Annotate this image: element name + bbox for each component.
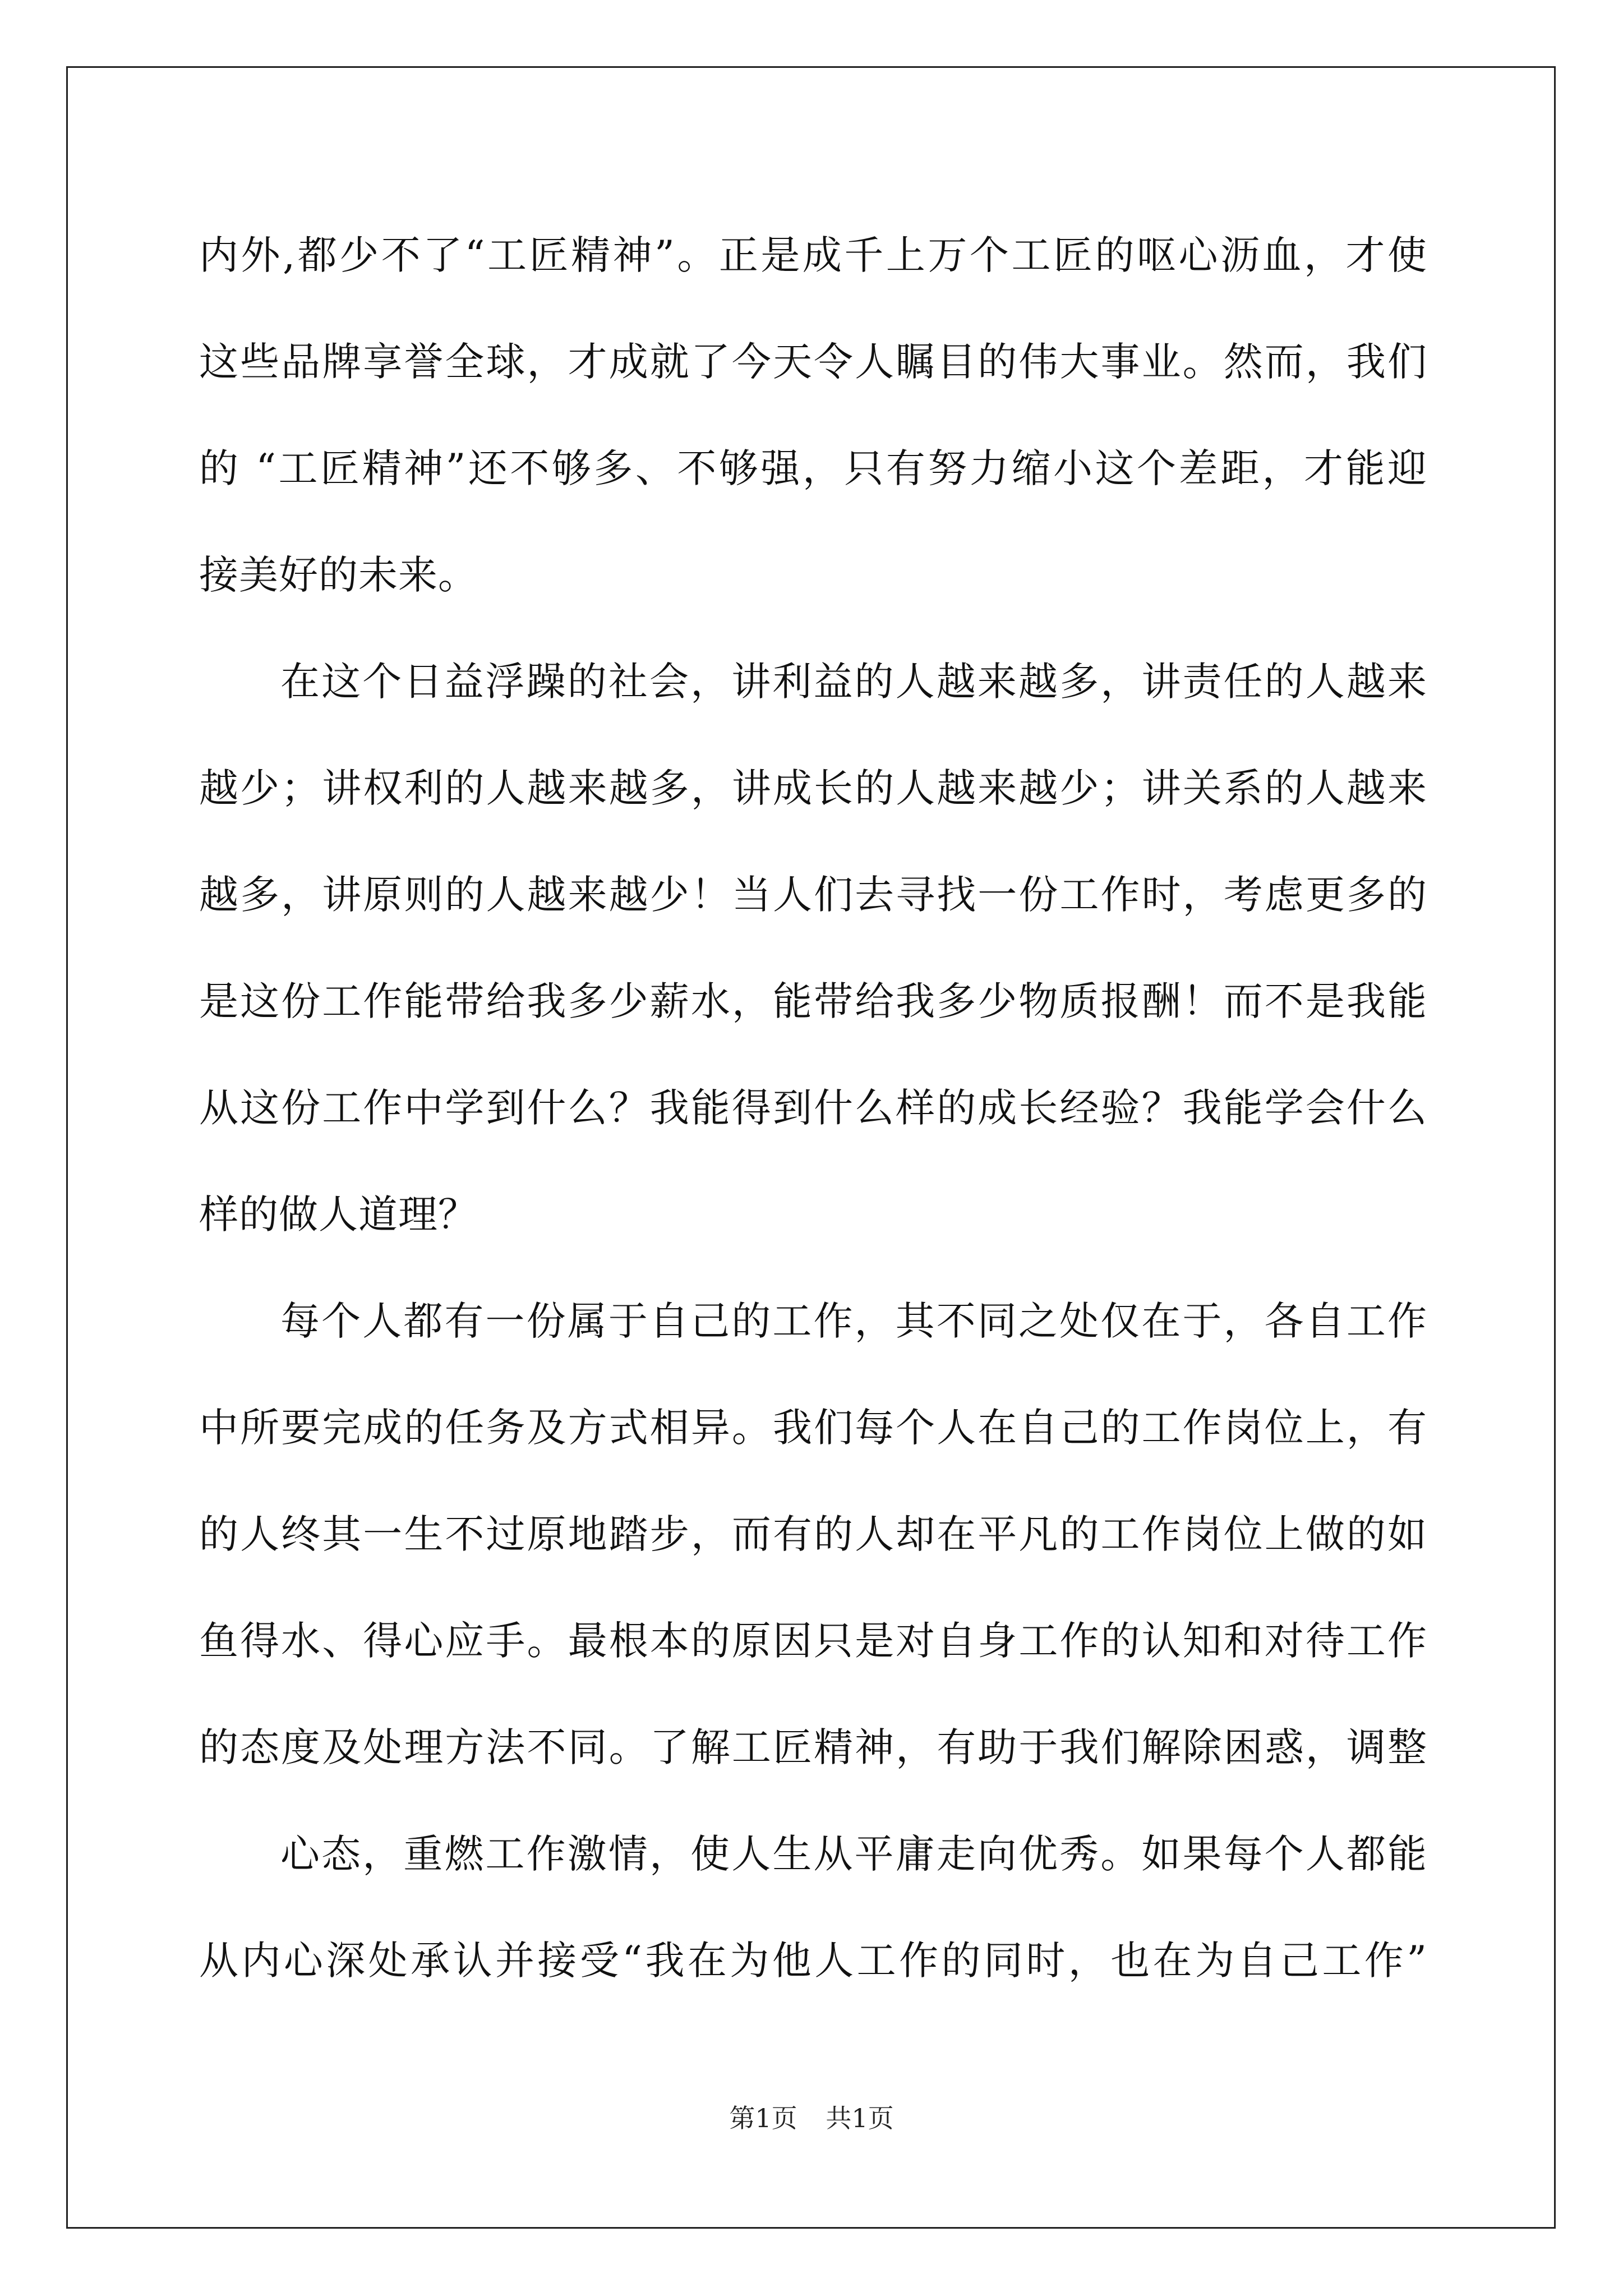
text-line: 接美好的未来。 (199, 552, 478, 598)
text-line: 每个人都有一份属于自己的工作，其不同之处仅在于，各自工作 (280, 1298, 1427, 1344)
text-line: 的人终其一生不过原地踏步，而有的人却在平凡的工作岗位上做的如 (199, 1511, 1427, 1557)
text-line: 中所要完成的任务及方式相异。我们每个人在自己的工作岗位上，有 (199, 1405, 1427, 1451)
text-line: 内外,都少不了“工匠精神”。正是成千上万个工匠的呕心沥血，才使 (199, 232, 1427, 278)
text-line: 在这个日益浮躁的社会，讲利益的人越来越多，讲责任的人越来 (280, 659, 1427, 705)
text-line: 越多，讲原则的人越来越少！当人们去寻找一份工作时，考虑更多的 (199, 872, 1427, 918)
text-line: 样的做人道理？ (199, 1191, 478, 1237)
text-line: 越少；讲权利的人越来越多，讲成长的人越来越少；讲关系的人越来 (199, 765, 1427, 811)
text-line: 鱼得水、得心应手。最根本的原因只是对自身工作的认知和对待工作 (199, 1618, 1427, 1664)
text-line: 从内心深处承认并接受“我在为他人工作的同时，也在为自己工作” (199, 1938, 1427, 1984)
page-total: 共1页 (826, 2103, 894, 2133)
text-line: 的 “工匠精神”还不够多、不够强，只有努力缩小这个差距，才能迎 (199, 445, 1427, 491)
page-number: 第1页 (729, 2103, 797, 2133)
text-line: 这些品牌享誉全球，才成就了今天令人瞩目的伟大事业。然而，我们 (199, 339, 1427, 385)
text-line: 是这份工作能带给我多少薪水，能带给我多少物质报酬！而不是我能 (199, 978, 1427, 1024)
text-line: 从这份工作中学到什么？我能得到什么样的成长经验？我能学会什么 (199, 1085, 1427, 1131)
text-line: 心态，重燃工作激情，使人生从平庸走向优秀。如果每个人都能 (280, 1831, 1427, 1877)
page-footer (0, 2098, 1623, 2135)
text-line: 的态度及处理方法不同。了解工匠精神，有助于我们解除困惑，调整 (199, 1724, 1427, 1770)
document-body (199, 202, 1427, 2014)
